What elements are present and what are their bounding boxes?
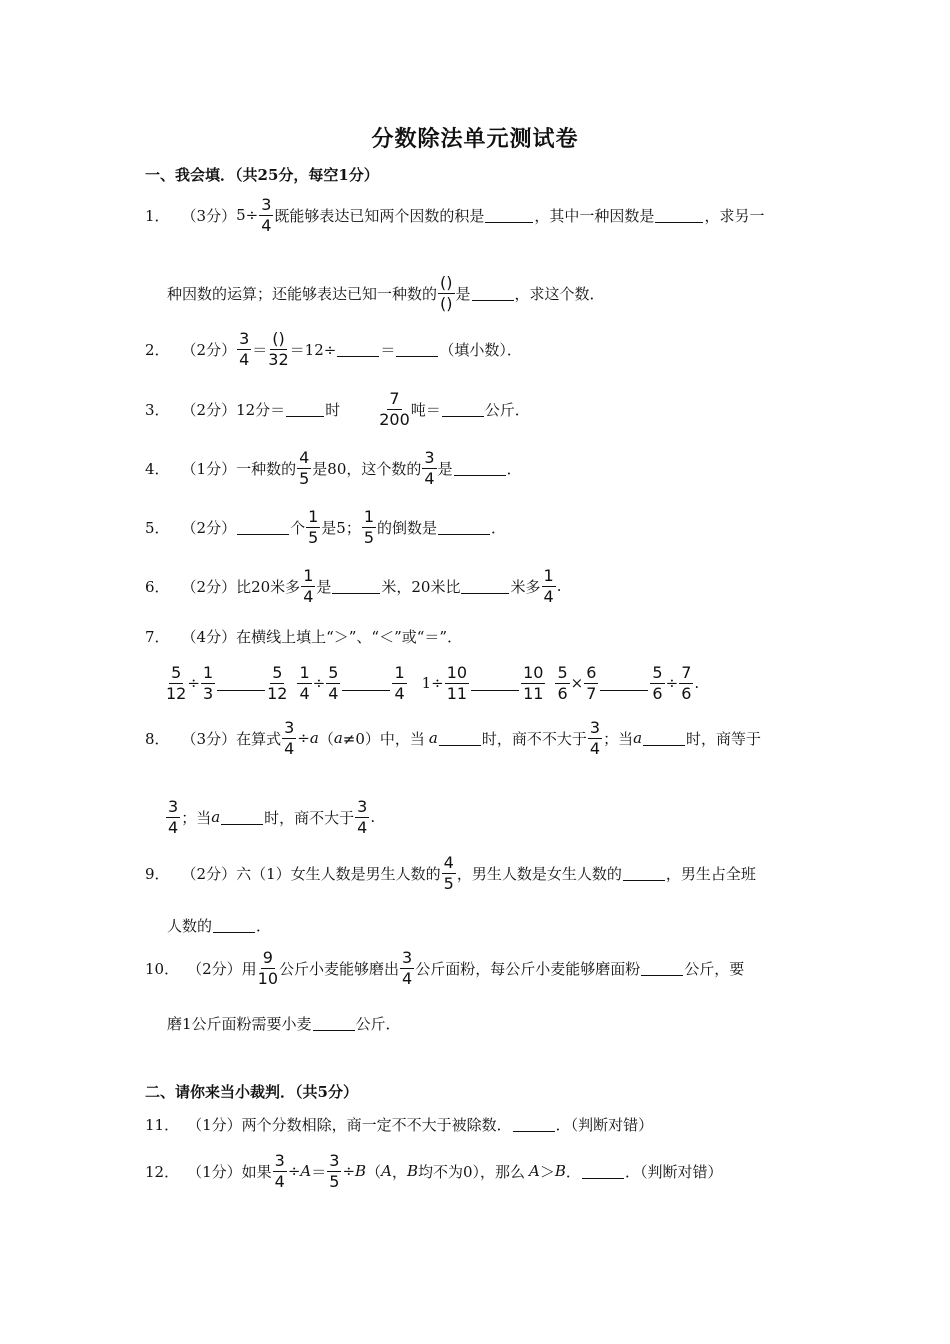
q-number: 7． bbox=[145, 627, 170, 646]
fraction: $\frac{9}{10}$ bbox=[257, 947, 279, 988]
answer-blank[interactable] bbox=[461, 579, 509, 594]
answer-blank[interactable] bbox=[442, 402, 484, 417]
variable-A: A bbox=[529, 1162, 540, 1180]
variable-B: B bbox=[406, 1162, 418, 1180]
q-score: （2分） bbox=[181, 577, 237, 596]
fraction: $\frac{5}{12}$ bbox=[267, 662, 288, 703]
q-text: . bbox=[556, 577, 562, 595]
question-4 bbox=[145, 441, 522, 495]
q-text: ＞ bbox=[539, 1162, 555, 1181]
q-text: 公斤，要 bbox=[684, 959, 745, 978]
q-text: ． bbox=[256, 916, 272, 935]
variable-B: B bbox=[355, 1162, 367, 1180]
q-text: ÷ bbox=[297, 729, 310, 747]
variable-a: a bbox=[333, 729, 343, 747]
fraction: $\frac{()}{32}$ bbox=[268, 328, 289, 369]
q-text: 是80，这个数的 bbox=[312, 459, 422, 478]
answer-blank[interactable] bbox=[471, 676, 519, 691]
answer-blank[interactable] bbox=[454, 461, 506, 476]
answer-blank[interactable] bbox=[485, 208, 533, 223]
q-text: ．（判断对错） bbox=[624, 1162, 723, 1181]
q-text: ，其中一种因数是 bbox=[534, 206, 655, 225]
q-text: ，男生占全班 bbox=[665, 864, 756, 883]
q-text: 是 bbox=[316, 577, 332, 596]
fraction: $\frac{3}{4}$ bbox=[424, 447, 435, 488]
variable-a: a bbox=[428, 729, 438, 747]
fraction: $\frac{1}{4}$ bbox=[299, 662, 310, 703]
q-text: 在横线上填上“＞”、“＜”或“＝”． bbox=[236, 627, 463, 646]
answer-blank[interactable] bbox=[641, 961, 683, 976]
q-number: 3． bbox=[145, 400, 170, 419]
fraction: $\frac{3}{4}$ bbox=[261, 194, 272, 235]
answer-blank[interactable] bbox=[643, 731, 685, 746]
question-10-cont bbox=[167, 996, 401, 1050]
q-text: . bbox=[694, 674, 700, 692]
q-text: ＝ bbox=[252, 340, 268, 359]
fraction: $\frac{3}{4}$ bbox=[274, 1150, 285, 1191]
fraction: $\frac{10}{11}$ bbox=[523, 662, 544, 703]
fraction: $\frac{4}{5}$ bbox=[299, 447, 310, 488]
question-1 bbox=[145, 188, 764, 242]
fraction: $\frac{3}{4}$ bbox=[589, 717, 601, 758]
fraction: $\frac{3}{5}$ bbox=[329, 1150, 340, 1191]
answer-blank[interactable] bbox=[396, 342, 438, 357]
answer-blank[interactable] bbox=[313, 1016, 355, 1031]
q-text: 用 bbox=[241, 959, 257, 978]
fraction: $\frac{4}{5}$ bbox=[443, 852, 454, 893]
question-2 bbox=[145, 322, 522, 376]
q-text: 时，商不不大于 bbox=[481, 729, 587, 748]
q-text: ， bbox=[391, 1162, 407, 1181]
fraction: $\frac{5}{12}$ bbox=[166, 662, 187, 703]
operator: ÷ bbox=[187, 674, 200, 692]
fraction: $\frac{6}{7}$ bbox=[586, 662, 597, 703]
variable-A: A bbox=[381, 1162, 392, 1180]
q-text: ÷ bbox=[342, 1162, 356, 1180]
fraction: $\frac{()}{()}$ bbox=[440, 272, 453, 313]
answer-blank[interactable] bbox=[439, 731, 481, 746]
q-text: 两个分数相除，商一定不不大于被除数． bbox=[241, 1115, 512, 1134]
fraction: $\frac{3}{4}$ bbox=[168, 796, 179, 837]
q-number: 11． bbox=[145, 1115, 180, 1134]
question-6 bbox=[145, 559, 561, 613]
answer-blank[interactable] bbox=[337, 342, 379, 357]
fraction: $\frac{10}{11}$ bbox=[446, 662, 468, 703]
q-text: ．（判断对错） bbox=[555, 1115, 654, 1134]
q-number: 6． bbox=[145, 577, 170, 596]
q-text: ≠0）中，当 bbox=[342, 729, 425, 748]
q-text: 在算式 bbox=[236, 729, 282, 748]
q-text: 的倒数是 bbox=[377, 518, 438, 537]
fraction: $\frac{7}{6}$ bbox=[681, 662, 692, 703]
section-heading-judge: 二、请你来当小裁判．（共5分） bbox=[145, 1083, 358, 1101]
q-text: ． bbox=[565, 1162, 581, 1181]
answer-blank[interactable] bbox=[237, 520, 289, 535]
q-text: 磨1公斤面粉需要小麦 bbox=[167, 1014, 312, 1033]
fraction: $\frac{1}{3}$ bbox=[202, 662, 214, 703]
q-text: （ bbox=[318, 729, 334, 748]
q-text: ． bbox=[491, 518, 507, 537]
q-score: （2分） bbox=[181, 864, 237, 883]
answer-blank[interactable] bbox=[286, 402, 324, 417]
q-number: 4． bbox=[145, 459, 170, 478]
question-12 bbox=[145, 1144, 722, 1198]
section-heading-fill: 一、我会填．（共25分，每空1分） bbox=[145, 166, 379, 184]
operand: 1÷ bbox=[421, 674, 444, 692]
q-text: ＝12÷ bbox=[289, 340, 337, 359]
q-score: （2分） bbox=[187, 959, 242, 978]
answer-blank[interactable] bbox=[472, 286, 514, 301]
question-8 bbox=[145, 711, 761, 765]
q-text: 种因数的运算；还能够表达已知一种数的 bbox=[167, 284, 438, 303]
operator: ÷ bbox=[665, 674, 679, 692]
q-score: （1分） bbox=[187, 1162, 242, 1181]
question-5 bbox=[145, 500, 506, 554]
fraction: $\frac{3}{4}$ bbox=[239, 328, 250, 369]
q-text: ． bbox=[506, 459, 522, 478]
q-text: 如果 bbox=[241, 1162, 272, 1181]
fraction: $\frac{5}{6}$ bbox=[557, 662, 568, 703]
fraction: $\frac{1}{4}$ bbox=[303, 565, 314, 606]
q-text: 公斤小麦能够磨出 bbox=[279, 959, 400, 978]
q-text: 5÷ bbox=[236, 206, 259, 224]
answer-blank[interactable] bbox=[655, 208, 703, 223]
q-text: 是5； bbox=[321, 518, 361, 537]
fraction: $\frac{3}{4}$ bbox=[402, 947, 413, 988]
q-number: 1． bbox=[145, 206, 170, 225]
answer-blank[interactable] bbox=[600, 676, 648, 691]
answer-blank[interactable] bbox=[582, 1164, 624, 1179]
q-score: （1分） bbox=[181, 459, 237, 478]
q-text: 六（1）女生人数是男生人数的 bbox=[236, 864, 441, 883]
answer-blank[interactable] bbox=[438, 520, 490, 535]
q-score: （4分） bbox=[181, 627, 237, 646]
q-number: 9． bbox=[145, 864, 170, 883]
q-text: 时 bbox=[325, 400, 341, 419]
fraction: $\frac{3}{4}$ bbox=[284, 717, 295, 758]
answer-blank[interactable] bbox=[332, 579, 380, 594]
question-7 bbox=[145, 609, 462, 663]
q-text: ；当 bbox=[181, 808, 212, 827]
operator: ÷ bbox=[312, 674, 326, 692]
q-text: 一种数的 bbox=[236, 459, 297, 478]
q-text: ；当 bbox=[603, 729, 634, 748]
answer-blank[interactable] bbox=[217, 676, 265, 691]
q-score: （2分） bbox=[181, 518, 237, 537]
answer-blank[interactable] bbox=[213, 918, 255, 933]
q-number: 12． bbox=[145, 1162, 180, 1181]
fraction: $\frac{1}{5}$ bbox=[308, 506, 319, 547]
question-10 bbox=[145, 941, 744, 995]
q-text: ，求这个数． bbox=[514, 284, 605, 303]
q-text: 比20米多 bbox=[236, 577, 301, 596]
fraction: $\frac{5}{4}$ bbox=[328, 662, 339, 703]
q-text: ，求另一 bbox=[704, 206, 765, 225]
q-text: ＝ bbox=[380, 340, 396, 359]
q-text: 时，商等于 bbox=[686, 729, 762, 748]
q-text: ÷ bbox=[287, 1162, 301, 1180]
variable-a: a bbox=[211, 808, 221, 826]
q-text: 米，20米比 bbox=[381, 577, 461, 596]
q-text: 公斤． bbox=[484, 400, 530, 419]
q-text: 时，商不大于 bbox=[264, 808, 355, 827]
q-score: （1分） bbox=[187, 1115, 242, 1134]
question-1-cont bbox=[167, 266, 605, 320]
q-text: 人数的 bbox=[167, 916, 213, 935]
fraction: $\frac{5}{6}$ bbox=[652, 662, 663, 703]
q-text: 吨＝ bbox=[410, 400, 441, 419]
q-text: 公斤． bbox=[355, 1014, 401, 1033]
question-7-comparisons bbox=[165, 656, 699, 710]
q-text: （填小数）． bbox=[439, 340, 522, 359]
q-text: 公斤面粉，每公斤小麦能够磨面粉 bbox=[415, 959, 641, 978]
variable-a: a bbox=[633, 729, 643, 747]
q-text: 是 bbox=[455, 284, 471, 303]
q-text: . bbox=[370, 808, 376, 826]
question-8-cont bbox=[165, 790, 375, 844]
variable-a: a bbox=[309, 729, 319, 747]
question-11 bbox=[145, 1097, 653, 1151]
fraction: $\frac{1}{4}$ bbox=[394, 662, 405, 703]
fraction: $\frac{1}{4}$ bbox=[543, 565, 554, 606]
q-score: （3分） bbox=[181, 206, 237, 225]
variable-A: A bbox=[300, 1162, 312, 1180]
q-score: （2分） bbox=[181, 340, 237, 359]
q-number: 2． bbox=[145, 340, 170, 359]
q-text: 均不为0），那么 bbox=[417, 1162, 526, 1181]
q-text: （ bbox=[366, 1162, 382, 1181]
question-9 bbox=[145, 846, 756, 900]
answer-blank[interactable] bbox=[221, 810, 263, 825]
fraction: $\frac{1}{5}$ bbox=[363, 506, 375, 547]
q-number: 8． bbox=[145, 729, 170, 748]
q-text: ，男生人数是女生人数的 bbox=[456, 864, 622, 883]
answer-blank[interactable] bbox=[513, 1117, 555, 1132]
question-3 bbox=[145, 382, 530, 436]
q-text: 米多 bbox=[510, 577, 541, 596]
q-number: 5． bbox=[145, 518, 170, 537]
q-score: （2分） bbox=[181, 400, 237, 419]
q-text: 个 bbox=[290, 518, 306, 537]
q-text: 12分＝ bbox=[236, 400, 286, 419]
answer-blank[interactable] bbox=[342, 676, 390, 691]
q-text: 既能够表达已知两个因数的积是 bbox=[274, 206, 485, 225]
fraction: $\frac{7}{200}$ bbox=[379, 388, 410, 429]
q-score: （3分） bbox=[181, 729, 237, 748]
q-text: 是 bbox=[437, 459, 453, 478]
page-title: 分数除法单元测试卷 bbox=[371, 126, 579, 152]
variable-B: B bbox=[554, 1162, 566, 1180]
fraction: $\frac{3}{4}$ bbox=[357, 796, 368, 837]
q-number: 10． bbox=[145, 959, 180, 978]
q-text: ＝ bbox=[311, 1162, 327, 1181]
operator: × bbox=[570, 674, 584, 692]
answer-blank[interactable] bbox=[623, 866, 665, 881]
